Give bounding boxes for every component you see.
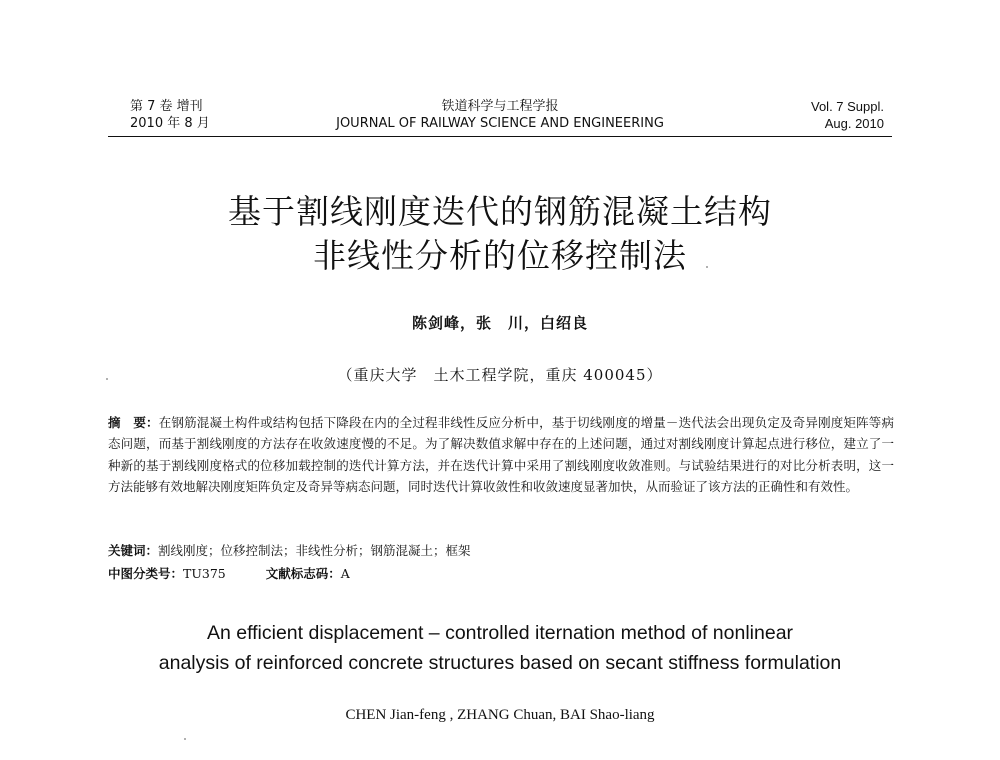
volume-en: Vol. 7 Suppl. [811, 99, 884, 114]
title-line-1: 基于割线刚度迭代的钢筋混凝土结构 [228, 192, 772, 231]
authors-en: CHEN Jian-feng , ZHANG Chuan, BAI Shao-liang [345, 707, 655, 723]
journal-name-en: JOURNAL OF RAILWAY SCIENCE AND ENGINEERING [336, 116, 664, 131]
keywords [108, 541, 471, 561]
keywords-text: 割线刚度；位移控制法；非线性分析；钢筋混凝土；框架 [158, 543, 471, 558]
header-right [811, 98, 884, 132]
scan-speck [106, 378, 108, 380]
doc-code-label: 文献标志码： [265, 566, 341, 581]
abstract-label: 摘 要： [108, 415, 159, 430]
header-center [108, 98, 892, 132]
date-cn: 2010 年 8 月 [130, 116, 210, 131]
clc-label: 中图分类号： [108, 566, 184, 581]
classification [108, 564, 350, 584]
journal-header [108, 98, 892, 140]
scan-speck [706, 266, 708, 268]
abstract-text: 在钢筋混凝土构件或结构包括下降段在内的全过程非线性反应分析中，基于切线刚度的增量－迭代法会出现负定及奇异刚度矩阵等病态问题，而基于割线刚度的方法存在收敛速度慢的不足。为了解决数值求解中存在的上述问题，通过对割线刚度计算起点进行移位，建立了一种新的基于割线刚度格式的位移加载控制的迭代计算方法，并在迭代计算中采用了割线刚度收敛准则。与试验结果进行的对比分析表明，这一方法能够有效地解决刚度矩阵负定及奇异等病态问题，同时迭代计算收敛性和收敛速度显著加快，从而验证了该方法的正确性和有效性。 [108, 415, 894, 494]
volume-issue: 第 7 卷 增刊 [130, 99, 203, 114]
scan-speck [184, 738, 186, 740]
paper-title-cn [0, 190, 1000, 278]
abstract-cn [108, 412, 894, 497]
authors-cn: 陈剑峰，张 川，白绍良 [411, 314, 588, 332]
title-line-2: 非线性分析的位移控制法 [313, 236, 687, 275]
paper-title-en [0, 618, 1000, 678]
affiliation-cn: （重庆大学 土木工程学院，重庆 400045） [337, 366, 663, 384]
clc-value: TU375 [183, 566, 226, 581]
en-title-line-1: An efficient displacement – controlled iternation method of nonlinear [206, 622, 794, 644]
header-rule [108, 136, 892, 137]
keywords-label: 关键词： [108, 543, 159, 558]
date-en: Aug. 2010 [824, 116, 884, 131]
en-title-line-2: analysis of reinforced concrete structures based on secant stiffness formulation [158, 652, 842, 674]
journal-name-cn: 铁道科学与工程学报 [441, 99, 559, 114]
doc-code-value: A [340, 566, 350, 581]
